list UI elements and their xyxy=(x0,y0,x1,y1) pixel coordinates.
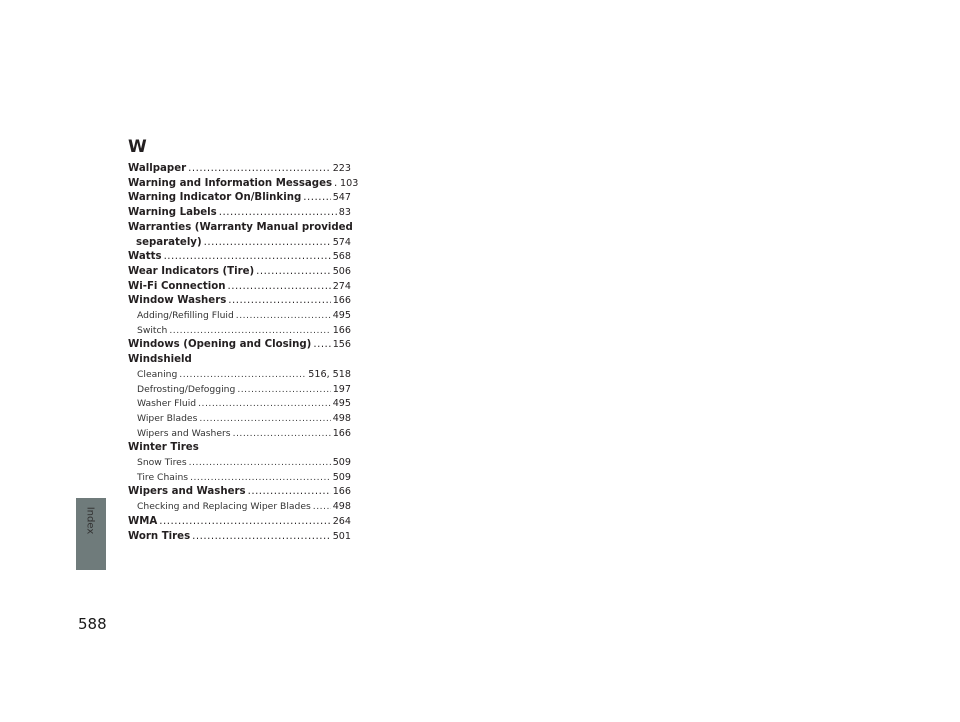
entry-page: 156 xyxy=(332,339,351,351)
entry-label: Adding/Refilling Fluid xyxy=(137,310,234,322)
entry-label: Cleaning xyxy=(137,368,178,380)
entry-page: 501 xyxy=(332,530,351,542)
entry-label: Snow Tires xyxy=(137,457,187,469)
entry-page: 166 xyxy=(332,324,351,336)
index-entry-warning-indicator[interactable] xyxy=(128,191,351,206)
leader-dots xyxy=(219,206,337,221)
entry-page: 166 xyxy=(332,295,351,307)
index-entry-warning-labels[interactable] xyxy=(128,206,351,221)
leader-dots xyxy=(204,236,331,251)
leader-dots xyxy=(313,500,331,515)
entry-label: Warning Labels xyxy=(128,207,217,219)
entry-label: Defrosting/Defogging xyxy=(137,383,236,395)
entry-page: 498 xyxy=(332,412,351,424)
index-subentry-tire-chains[interactable] xyxy=(128,471,351,486)
entry-label: Washer Fluid xyxy=(137,398,197,410)
index-entry-warning-messages[interactable] xyxy=(128,177,359,192)
leader-dots xyxy=(179,368,306,383)
entry-page: 509 xyxy=(332,471,351,483)
page-number: 588 xyxy=(78,615,107,633)
index-column xyxy=(128,136,359,544)
index-subentry-wiper-blades[interactable] xyxy=(128,412,351,427)
index-entry-winter-tires[interactable]: Winter Tires xyxy=(128,442,199,454)
entry-page: 498 xyxy=(332,501,351,513)
entry-label: Wipers and Washers xyxy=(137,427,231,439)
index-subentry-defrosting[interactable] xyxy=(128,383,351,398)
leader-dots xyxy=(159,515,330,530)
entry-page: 574 xyxy=(332,236,351,248)
entry-page: 568 xyxy=(332,251,351,263)
index-subentry-washer-fluid[interactable] xyxy=(128,397,351,412)
entry-page: 166 xyxy=(332,427,351,439)
index-subentry-checking-blades[interactable] xyxy=(128,500,351,515)
entry-page: 274 xyxy=(332,280,351,292)
section-letter: W xyxy=(128,137,147,157)
entry-label: Warning and Information Messages xyxy=(128,177,333,189)
leader-dots xyxy=(190,471,331,486)
entry-label: Wallpaper xyxy=(128,163,187,174)
leader-dots xyxy=(233,427,331,442)
index-subentry-snow-tires[interactable] xyxy=(128,456,351,471)
entry-page: 166 xyxy=(332,486,351,498)
entry-page: 495 xyxy=(332,310,351,322)
leader-dots xyxy=(303,191,330,206)
index-subentry-wipers-washers[interactable] xyxy=(128,427,351,442)
entry-label: Warning Indicator On/Blinking xyxy=(128,192,302,204)
index-entry-window-washers[interactable] xyxy=(128,294,351,309)
entry-page: 506 xyxy=(332,265,351,277)
entry-label: Tire Chains xyxy=(137,471,189,483)
leader-dots xyxy=(313,338,330,353)
leader-dots xyxy=(188,162,331,177)
entry-label: Wi-Fi Connection xyxy=(128,280,226,292)
entry-page: 516, 518 xyxy=(308,368,351,380)
index-entry-watts[interactable] xyxy=(128,250,351,265)
entry-label: separately) xyxy=(136,236,202,248)
entry-label: Worn Tires xyxy=(128,530,191,542)
entry-label: Wiper Blades xyxy=(137,412,198,424)
entry-label: Window Washers xyxy=(128,295,227,307)
index-entry-windshield[interactable]: Windshield xyxy=(128,354,192,366)
entry-page: 223 xyxy=(332,163,351,174)
index-subentry-adding-fluid[interactable] xyxy=(128,309,351,324)
leader-dots xyxy=(164,250,331,265)
entry-page: 547 xyxy=(332,192,351,204)
leader-dots xyxy=(236,309,331,324)
entry-label: Switch xyxy=(137,324,168,336)
entry-page: 83 xyxy=(338,207,351,219)
index-entry-warranties-line2[interactable] xyxy=(128,236,351,251)
entry-label: WMA xyxy=(128,515,158,527)
entry-label: Wear Indicators (Tire) xyxy=(128,265,255,277)
entry-page: 197 xyxy=(332,383,351,395)
index-side-label: Index xyxy=(84,506,96,534)
leader-dots xyxy=(199,412,330,427)
index-entry-windows[interactable] xyxy=(128,338,351,353)
leader-dots xyxy=(256,265,331,280)
entry-label: Wipers and Washers xyxy=(128,486,246,498)
index-entry-wipers[interactable] xyxy=(128,485,351,500)
entry-page: 495 xyxy=(332,398,351,410)
leader-dots xyxy=(198,397,331,412)
entry-page: 103 xyxy=(340,177,359,189)
index-entry-worn-tires[interactable] xyxy=(128,530,351,545)
index-entry-wallpaper[interactable] xyxy=(128,162,351,177)
entry-label: Windows (Opening and Closing) xyxy=(128,339,312,351)
leader-dots xyxy=(169,324,330,339)
entry-page: 264 xyxy=(332,515,351,527)
leader-dots xyxy=(228,294,330,309)
index-subentry-cleaning[interactable] xyxy=(128,368,351,383)
index-entry-wifi[interactable] xyxy=(128,280,351,295)
leader-dots xyxy=(192,530,331,545)
entry-page: 509 xyxy=(332,457,351,469)
index-entry-warranties-line1[interactable]: Warranties (Warranty Manual provided xyxy=(128,221,353,233)
leader-dots xyxy=(228,280,331,295)
entry-label: Watts xyxy=(128,251,162,263)
leader-dots xyxy=(334,177,338,192)
index-subentry-switch[interactable] xyxy=(128,324,351,339)
leader-dots xyxy=(248,485,331,500)
index-entry-wear-indicators[interactable] xyxy=(128,265,351,280)
entry-label: Checking and Replacing Wiper Blades xyxy=(137,501,311,513)
leader-dots xyxy=(189,456,331,471)
leader-dots xyxy=(237,383,330,398)
index-entry-wma[interactable] xyxy=(128,515,351,530)
